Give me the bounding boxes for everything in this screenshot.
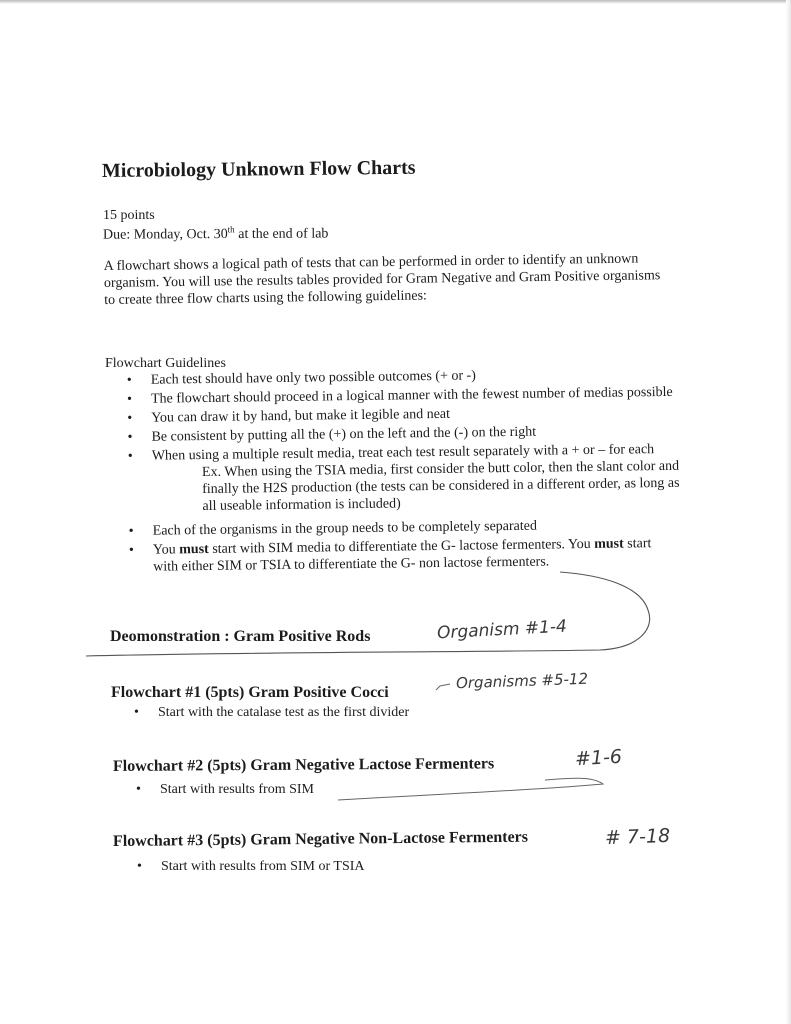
tick-annotation xyxy=(436,684,450,690)
intro-line: organism. You will use the results tables provided for Gram Negative and Gram Positive organisms xyxy=(103,268,661,291)
list-item: • You can draw it by hand, but make it legible and neat xyxy=(127,406,451,427)
list-item: • You must start with SIM media to differentiate the G- lactose fermenters. You must start xyxy=(128,536,652,558)
intro-paragraph xyxy=(104,250,661,309)
handwritten-organism-range: # 7-18 xyxy=(604,824,671,850)
list-item: • Be consistent by putting all the (+) on the left and the (-) on the right xyxy=(127,424,537,446)
demonstration-heading: Deomonstration : Gram Positive Rods xyxy=(110,628,371,645)
handwritten-organism-range: Organism #1-4 xyxy=(436,616,568,644)
handwritten-organism-range: #1-6 xyxy=(574,745,623,771)
example-line: Ex. When using the TSIA media, first consider the butt color, then the slant color and xyxy=(201,458,680,481)
list-item: • When using a multiple result media, treat each test result separately with a + or – for each xyxy=(127,442,655,465)
underline-annotation xyxy=(338,778,603,800)
list-item-continuation: with either SIM or TSIA to differentiate the G- non lactose fermenters. xyxy=(153,554,550,575)
flowchart-3-heading: Flowchart #3 (5pts) Gram Negative Non-Lactose Fermenters xyxy=(112,828,529,850)
list-item: • Each of the organisms in the group needs to be completely separated xyxy=(128,518,538,539)
due-line xyxy=(103,221,329,244)
intro-line: to create three flow charts using the following guidelines: xyxy=(104,288,427,308)
example-block xyxy=(128,458,680,516)
handwritten-organism-range: Organisms #5-12 xyxy=(455,669,589,693)
example-line: all useable information is included) xyxy=(202,496,401,515)
example-line: finally the H2S production (the tests can be considered in a different order, as long as xyxy=(202,475,680,498)
flowchart-1-heading: Flowchart #1 (5pts) Gram Positive Cocci xyxy=(111,684,389,701)
guidelines-heading: Flowchart Guidelines xyxy=(105,356,226,371)
guidelines-list xyxy=(127,365,681,576)
list-item: • Each test should have only two possible outcomes (+ or -) xyxy=(126,368,477,389)
due-date: Due: Monday, Oct. 30 xyxy=(102,227,228,243)
flowchart-2-note: • Start with results from SIM xyxy=(136,782,314,797)
due-superscript: th xyxy=(227,224,235,235)
due-suffix: at the end of lab xyxy=(234,226,329,242)
points-line: 15 points xyxy=(103,208,155,223)
flowchart-3-note: • Start with results from SIM or TSIA xyxy=(137,859,365,874)
intro-line: A flowchart shows a logical path of tests that can be performed in order to identify an unknown xyxy=(103,251,639,275)
page-title: Microbiology Unknown Flow Charts xyxy=(101,156,416,182)
flowchart-2-heading: Flowchart #2 (5pts) Gram Negative Lactose Fermenters xyxy=(112,755,495,775)
flowchart-1-note: • Start with the catalase test as the first divider xyxy=(134,705,410,720)
list-item: • The flowchart should proceed in a logical manner with the fewest number of medias possible xyxy=(126,384,673,408)
